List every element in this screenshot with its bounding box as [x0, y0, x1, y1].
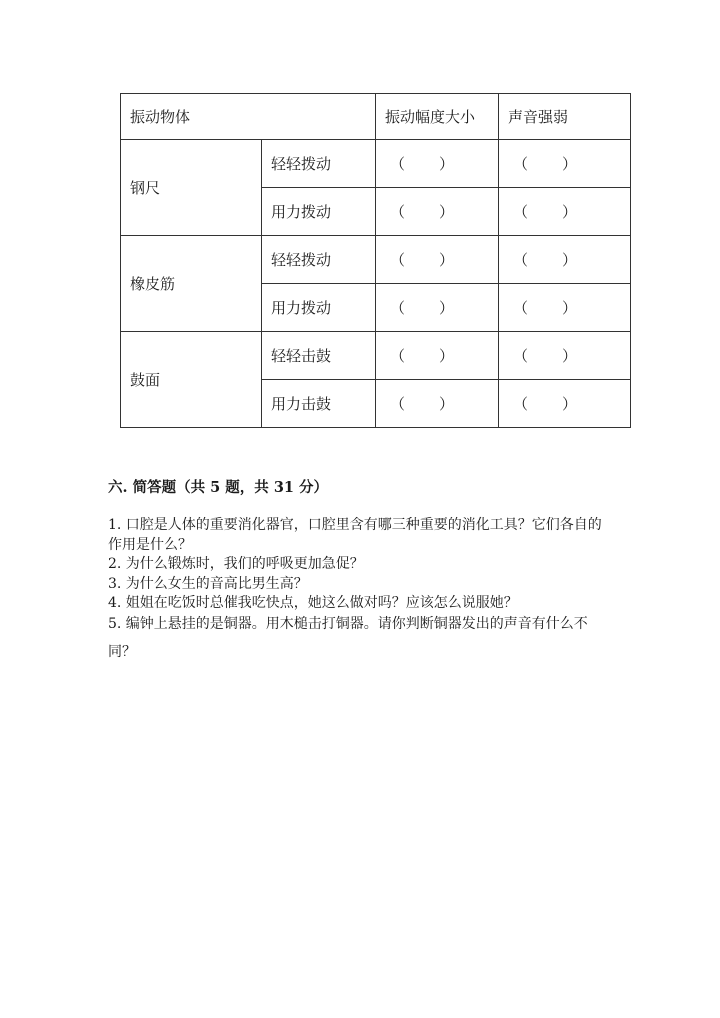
- question-item: 3. 为什么女生的音高比男生高？: [108, 575, 308, 592]
- question-item: 5. 编钟上悬挂的是铜器。用木槌击打铜器。请你判断铜器发出的声音有什么不同？: [108, 615, 588, 660]
- header-amplitude: 振动幅度大小: [376, 94, 499, 140]
- question-item: 1. 口腔是人体的重要消化器官，口腔里含有哪三种重要的消化工具？它们各自的作用是什么？: [108, 517, 602, 553]
- loudness-blank[interactable]: （ ）: [499, 140, 631, 188]
- short-answer-section: [108, 478, 628, 666]
- amplitude-blank[interactable]: （ ）: [376, 284, 499, 332]
- action-label: 用力拨动: [262, 188, 376, 236]
- table-row: [121, 140, 631, 188]
- header-loudness: 声音强弱: [499, 94, 631, 140]
- question-item: 2. 为什么锻炼时，我们的呼吸更加急促？: [108, 556, 364, 572]
- action-label: 用力拨动: [262, 284, 376, 332]
- amplitude-blank[interactable]: （ ）: [376, 236, 499, 284]
- table-header-row: [121, 94, 631, 140]
- action-label: 用力击鼓: [262, 380, 376, 428]
- question-list: [108, 516, 608, 666]
- table-row: [121, 332, 631, 380]
- amplitude-blank[interactable]: （ ）: [376, 140, 499, 188]
- group-name-steel-ruler: 钢尺: [121, 140, 262, 236]
- header-object: 振动物体: [121, 94, 376, 140]
- action-label: 轻轻击鼓: [262, 332, 376, 380]
- loudness-blank[interactable]: （ ）: [499, 188, 631, 236]
- loudness-blank[interactable]: （ ）: [499, 284, 631, 332]
- section-title: 六. 简答题（共 5 题，共 31 分）: [108, 479, 329, 496]
- group-name-drum-head: 鼓面: [121, 332, 262, 428]
- loudness-blank[interactable]: （ ）: [499, 236, 631, 284]
- question-item: 4. 姐姐在吃饭时总催我吃快点，她这么做对吗？应该怎么说服她？: [108, 595, 518, 611]
- action-label: 轻轻拨动: [262, 140, 376, 188]
- action-label: 轻轻拨动: [262, 236, 376, 284]
- amplitude-blank[interactable]: （ ）: [376, 332, 499, 380]
- group-name-rubber-band: 橡皮筋: [121, 236, 262, 332]
- loudness-blank[interactable]: （ ）: [499, 380, 631, 428]
- vibration-table: [120, 93, 631, 428]
- amplitude-blank[interactable]: （ ）: [376, 380, 499, 428]
- amplitude-blank[interactable]: （ ）: [376, 188, 499, 236]
- table-row: [121, 236, 631, 284]
- loudness-blank[interactable]: （ ）: [499, 332, 631, 380]
